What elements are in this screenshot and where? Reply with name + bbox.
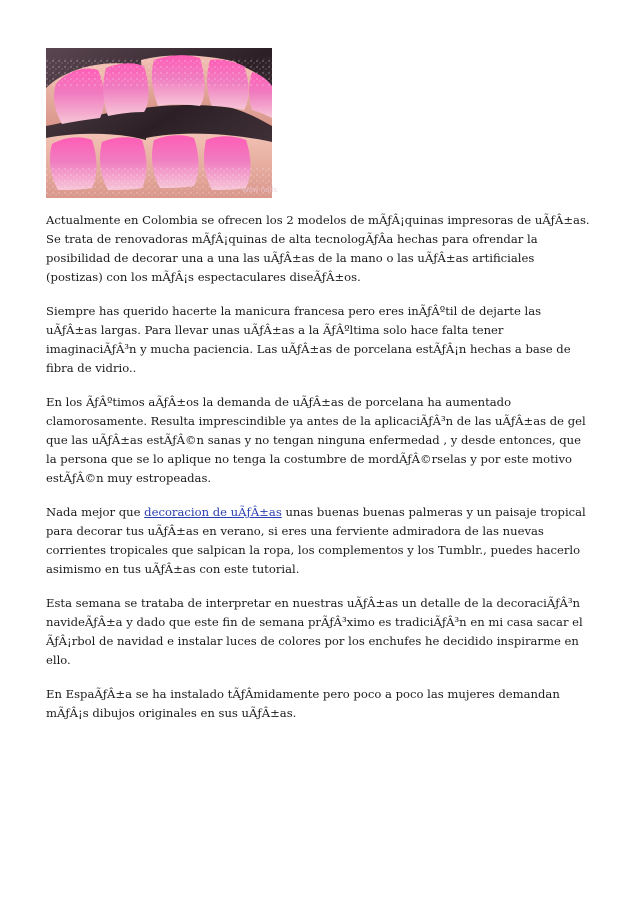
paragraph-2: Siempre has querido hacerte la manicura francesa pero eres inÃƒÂºtil de dejarte las uÃƒÂ±as largas. Para llevar unas uÃƒÂ±as a la ÃƒÂºltima solo hace falta tener imaginaciÃƒÂ³n y mucha paciencia. Las uÃƒÂ±as de porcelana estÃƒÂ¡n hechas a base de fibra de vidrio.. — [46, 304, 571, 375]
paragraph-6: En EspaÃƒÂ±a se ha instalado tÃƒÂmidamente pero poco a poco las mujeres demandan mÃƒÂ¡s dibujos originales en sus uÃƒÂ±as. — [46, 687, 560, 720]
decoracion-link[interactable]: decoracion de uÃƒÂ±as — [144, 505, 282, 519]
paragraph-4-lead: Nada mejor que — [46, 505, 145, 519]
paragraph-4-rest: unas buenas buenas palmeras y un paisaje tropical para decorar tus uÃƒÂ±as en verano, si eres una ferviente admiradora de las nuevas corrientes tropicales que salpican la ropa, los complementos y los Tumblr., puedes hacerlo asimismo en tus uÃƒÂ±as con este tutorial. — [46, 505, 586, 576]
paragraph-4 — [46, 503, 594, 579]
lower-nails — [46, 135, 272, 198]
nail-photo — [46, 48, 278, 198]
article-body — [46, 211, 594, 738]
paragraph-3: En los ÃƒÂºtimos aÃƒÂ±os la demanda de uÃƒÂ±as de porcelana ha aumentado clamorosamente. Resulta imprescindible ya antes de la aplicaciÃƒÂ³n de las uÃƒÂ±as de gel que las uÃƒÂ±as estÃƒÂ©n sanas y no tengan ninguna enfermedad , y desde entonces, que la persona que se lo aplique no tenga la costumbre de mordÃƒÂ©rselas y por este motivo estÃƒÂ©n muy estropeadas. — [46, 395, 586, 485]
paragraph-1: Actualmente en Colombia se ofrecen los 2 modelos de mÃƒÂ¡quinas impresoras de uÃƒÂ±as. Se trata de renovadoras mÃƒÂ¡quinas de alta tecnologÃƒÂa hechas para ofrendar la posibilidad de decorar una a una las uÃƒÂ±as de la mano o las uÃƒÂ±as artificiales (postizas) con los mÃƒÂ¡s espectaculares diseÃƒÂ±os. — [46, 213, 590, 284]
paragraph-5: Esta semana se trataba de interpretar en nuestras uÃƒÂ±as un detalle de la decoraciÃƒÂ³n navideÃƒÂ±a y dado que este fin de semana prÃƒÂ³ximo es tradiciÃƒÂ³n en mi casa sacar el ÃƒÂ¡rbol de navidad e instalar luces de colores por los enchufes he decidido inspirarme en ello. — [46, 596, 583, 667]
watermark-text: Wow nails — [242, 186, 278, 194]
